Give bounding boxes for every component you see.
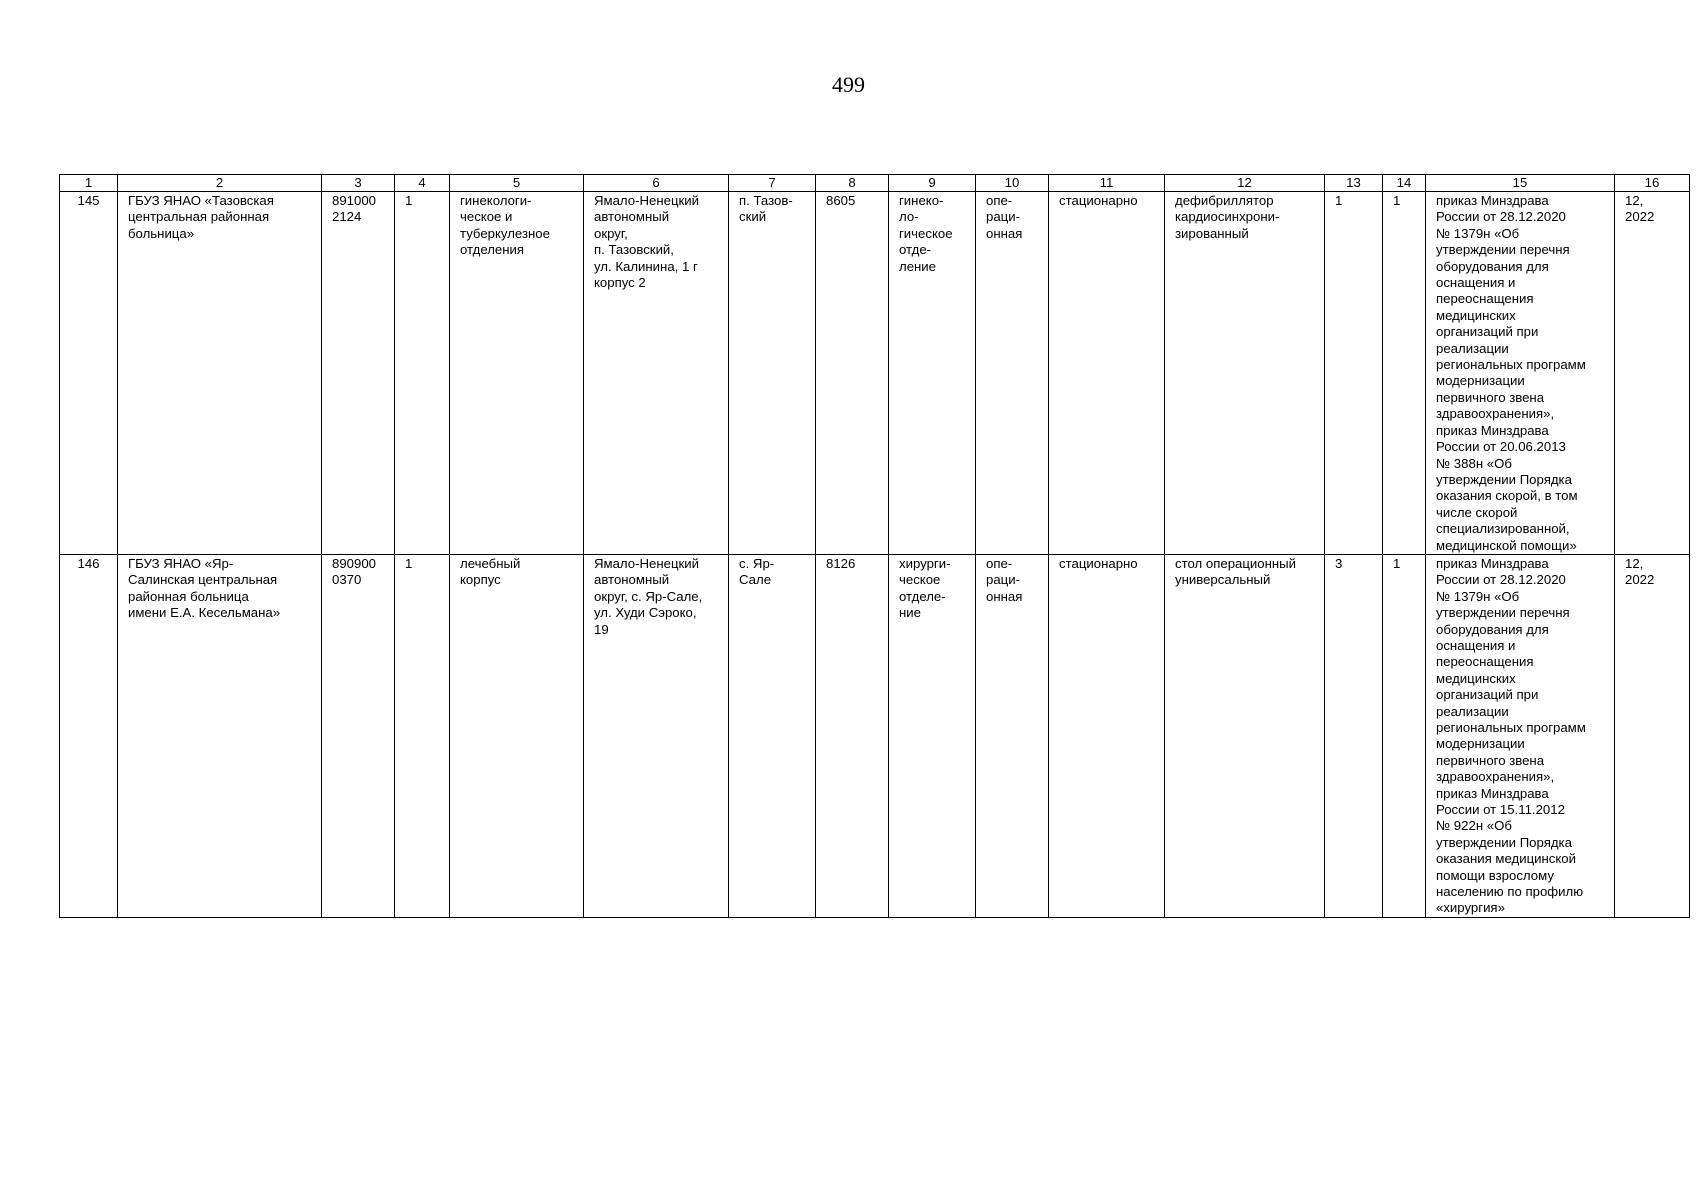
column-header-3: 3 <box>322 175 395 192</box>
cell-text-line: приказ Минздрава <box>1436 422 1549 438</box>
cell-text-line: центральная районная <box>128 209 270 225</box>
cell-text-line: округ, с. Яр-Сале, <box>594 588 703 604</box>
table-cell-col-3 <box>322 554 395 917</box>
cell-text-line: ло- <box>899 209 919 225</box>
cell-text-line: корпус 2 <box>594 275 646 291</box>
table-cell-col-9 <box>889 554 976 917</box>
column-header-1: 1 <box>60 175 118 192</box>
cell-text-line: раци- <box>986 572 1020 588</box>
cell-text-line: ул. Калинина, 1 г <box>594 258 698 274</box>
cell-text-line: туберкулезное <box>460 225 550 241</box>
table-cell-col-1 <box>60 554 118 917</box>
cell-text-line: гическое <box>899 225 953 241</box>
cell-text-line: 2124 <box>332 209 362 225</box>
cell-text-line: онная <box>986 588 1023 604</box>
column-header-9: 9 <box>889 175 976 192</box>
cell-text-line: отделе- <box>899 588 946 604</box>
table-header <box>60 175 1690 192</box>
cell-text-line: 12, <box>1625 193 1644 208</box>
cell-text-line: Ямало-Ненецкий <box>594 193 700 208</box>
cell-text-line: стационарно <box>1059 193 1138 208</box>
cell-text-line: здравоохранения», <box>1436 406 1555 422</box>
cell-text-line: отделения <box>460 242 525 258</box>
cell-text-line: № 388н «Об <box>1436 455 1512 471</box>
column-header-6: 6 <box>584 175 729 192</box>
cell-text-line: Сале <box>739 572 772 588</box>
cell-text-line: ние <box>899 605 921 621</box>
table-cell-col-16 <box>1615 192 1690 555</box>
cell-text-line: оборудования для <box>1436 258 1549 274</box>
cell-text-line: 8126 <box>826 555 856 571</box>
table-cell-col-10 <box>976 554 1049 917</box>
cell-text-line: региональных программ <box>1436 720 1586 735</box>
table-cell-col-6 <box>584 554 729 917</box>
cell-text-line: ческое <box>899 572 941 588</box>
cell-text-line: п. Тазовский, <box>594 242 674 258</box>
column-header-4: 4 <box>395 175 450 192</box>
cell-text-line: стол операционный <box>1175 555 1297 571</box>
cell-text-line: гинекологи- <box>460 193 532 208</box>
cell-text-line: первичного звена <box>1436 389 1545 405</box>
table-cell-col-6 <box>584 192 729 555</box>
cell-text-line: 1 <box>405 193 413 208</box>
cell-text-line: хирурги- <box>899 555 951 571</box>
cell-text-line: 2022 <box>1625 572 1655 588</box>
table-row <box>60 554 1690 917</box>
table-cell-col-14 <box>1383 192 1426 555</box>
cell-text-line: организаций при <box>1436 324 1539 340</box>
table-cell-col-15 <box>1426 554 1615 917</box>
cell-text-line: 1 <box>405 555 413 571</box>
cell-text-line: 1 <box>1335 193 1343 208</box>
cell-text-line: приказ Минздрава <box>1436 193 1549 208</box>
table-cell-col-11 <box>1049 554 1165 917</box>
cell-text-line: региональных программ <box>1436 357 1586 373</box>
cell-text-line: стационарно <box>1059 555 1138 571</box>
cell-text-line: утверждении Порядка <box>1436 471 1572 487</box>
cell-text-line: ул. Худи Сэроко, <box>594 605 697 621</box>
cell-text-line: № 1379н «Об <box>1436 588 1520 604</box>
cell-text-line: специализированной, <box>1436 521 1570 537</box>
cell-text-line: 145 <box>77 193 100 208</box>
cell-text-line: приказ Минздрава <box>1436 555 1549 571</box>
cell-text-line: утверждении Порядка <box>1436 834 1572 850</box>
table-cell-col-2 <box>118 192 322 555</box>
cell-text-line: 12, <box>1625 555 1644 571</box>
cell-text-line: утверждении перечня <box>1436 605 1570 621</box>
header-row <box>60 175 1690 192</box>
table-cell-col-1 <box>60 192 118 555</box>
page-number: 499 <box>832 72 865 97</box>
cell-text-line: оказания скорой, в том <box>1436 488 1578 504</box>
cell-text-line: 890900 <box>332 555 377 571</box>
table-cell-col-11 <box>1049 192 1165 555</box>
column-header-8: 8 <box>816 175 889 192</box>
cell-text-line: 1 <box>1393 555 1401 571</box>
column-header-7: 7 <box>729 175 816 192</box>
cell-text-line: оборудования для <box>1436 621 1549 637</box>
cell-text-line: лечебный <box>460 555 521 571</box>
cell-text-line: № 922н «Об <box>1436 818 1512 834</box>
table-cell-col-10 <box>976 192 1049 555</box>
cell-text-line: ческое и <box>460 209 513 225</box>
cell-text-line: районная больница <box>128 588 249 604</box>
column-header-11: 11 <box>1049 175 1165 192</box>
cell-text-line: реализации <box>1436 340 1509 356</box>
cell-text-line: переоснащения <box>1436 291 1534 307</box>
column-header-14: 14 <box>1383 175 1426 192</box>
cell-text-line: п. Тазов- <box>739 193 793 208</box>
cell-text-line: округ, <box>594 225 628 241</box>
table-cell-col-12 <box>1165 192 1325 555</box>
cell-text-line: переоснащения <box>1436 654 1534 670</box>
cell-text-line: 19 <box>594 621 609 637</box>
cell-text-line: медицинских <box>1436 307 1516 323</box>
cell-text-line: дефибриллятор <box>1175 193 1274 208</box>
cell-text-line: опе- <box>986 193 1013 208</box>
equipment-table <box>59 174 1690 918</box>
cell-text-line: ский <box>739 209 767 225</box>
cell-text-line: России от 15.11.2012 <box>1436 802 1565 818</box>
cell-text-line: оснащения и <box>1436 275 1516 291</box>
table-cell-col-13 <box>1325 192 1383 555</box>
cell-text-line: Салинская центральная <box>128 572 278 588</box>
cell-text-line: автономный <box>594 572 670 588</box>
table-row <box>60 192 1690 555</box>
cell-text-line: модернизации <box>1436 373 1525 389</box>
column-header-16: 16 <box>1615 175 1690 192</box>
cell-text-line: гинеко- <box>899 193 944 208</box>
table-cell-col-5 <box>450 192 584 555</box>
table-cell-col-8 <box>816 554 889 917</box>
cell-text-line: автономный <box>594 209 670 225</box>
cell-text-line: 2022 <box>1625 209 1655 225</box>
table-cell-col-5 <box>450 554 584 917</box>
cell-text-line: «хирургия» <box>1436 900 1505 916</box>
cell-text-line: универсальный <box>1175 572 1271 588</box>
cell-text-line: ГБУЗ ЯНАО «Яр- <box>128 555 234 571</box>
cell-text-line: 8605 <box>826 193 856 208</box>
column-header-2: 2 <box>118 175 322 192</box>
cell-text-line: России от 28.12.2020 <box>1436 572 1566 588</box>
cell-text-line: раци- <box>986 209 1020 225</box>
cell-text-line: с. Яр- <box>739 555 775 571</box>
table-cell-col-3 <box>322 192 395 555</box>
table-cell-col-9 <box>889 192 976 555</box>
cell-text-line: России от 20.06.2013 <box>1436 439 1566 455</box>
cell-text-line: реализации <box>1436 703 1509 719</box>
cell-text-line: отде- <box>899 242 932 258</box>
cell-text-line: Ямало-Ненецкий <box>594 555 700 571</box>
cell-text-line: числе скорой <box>1436 504 1518 520</box>
table-cell-col-4 <box>395 554 450 917</box>
cell-text-line: здравоохранения», <box>1436 769 1555 785</box>
cell-text-line: организаций при <box>1436 687 1539 703</box>
cell-text-line: ГБУЗ ЯНАО «Тазовская <box>128 193 274 208</box>
table-cell-col-12 <box>1165 554 1325 917</box>
table-cell-col-14 <box>1383 554 1426 917</box>
cell-text-line: онная <box>986 225 1023 241</box>
cell-text-line: ление <box>899 258 937 274</box>
cell-text-line: помощи взрослому <box>1436 867 1554 883</box>
cell-text-line: 146 <box>77 555 100 571</box>
cell-text-line: приказ Минздрава <box>1436 785 1549 801</box>
cell-text-line: 1 <box>1393 193 1401 208</box>
cell-text-line: первичного звена <box>1436 752 1545 768</box>
column-header-15: 15 <box>1426 175 1615 192</box>
column-header-13: 13 <box>1325 175 1383 192</box>
cell-text-line: 0370 <box>332 572 362 588</box>
table-cell-col-15 <box>1426 192 1615 555</box>
cell-text-line: 3 <box>1335 555 1343 571</box>
cell-text-line: больница» <box>128 225 195 241</box>
cell-text-line: оказания медицинской <box>1436 851 1577 867</box>
cell-text-line: медицинских <box>1436 670 1516 686</box>
table-cell-col-7 <box>729 192 816 555</box>
cell-text-line: зированный <box>1175 225 1249 241</box>
table-body <box>60 192 1690 918</box>
cell-text-line: модернизации <box>1436 736 1525 752</box>
table-cell-col-2 <box>118 554 322 917</box>
cell-text-line: кардиосинхрони- <box>1175 209 1280 225</box>
column-header-12: 12 <box>1165 175 1325 192</box>
cell-text-line: № 1379н «Об <box>1436 225 1520 241</box>
cell-text-line: оснащения и <box>1436 637 1516 653</box>
table-cell-col-16 <box>1615 554 1690 917</box>
column-header-5: 5 <box>450 175 584 192</box>
cell-text-line: России от 28.12.2020 <box>1436 209 1566 225</box>
table-cell-col-13 <box>1325 554 1383 917</box>
cell-text-line: населению по профилю <box>1436 884 1584 900</box>
column-header-10: 10 <box>976 175 1049 192</box>
cell-text-line: опе- <box>986 555 1013 571</box>
cell-text-line: 891000 <box>332 193 377 208</box>
table-cell-col-8 <box>816 192 889 555</box>
cell-text-line: имени Е.А. Кесельмана» <box>128 605 281 621</box>
cell-text-line: корпус <box>460 572 501 588</box>
cell-text-line: медицинской помощи» <box>1436 537 1577 553</box>
table-cell-col-7 <box>729 554 816 917</box>
cell-text-line: утверждении перечня <box>1436 242 1570 258</box>
table-cell-col-4 <box>395 192 450 555</box>
